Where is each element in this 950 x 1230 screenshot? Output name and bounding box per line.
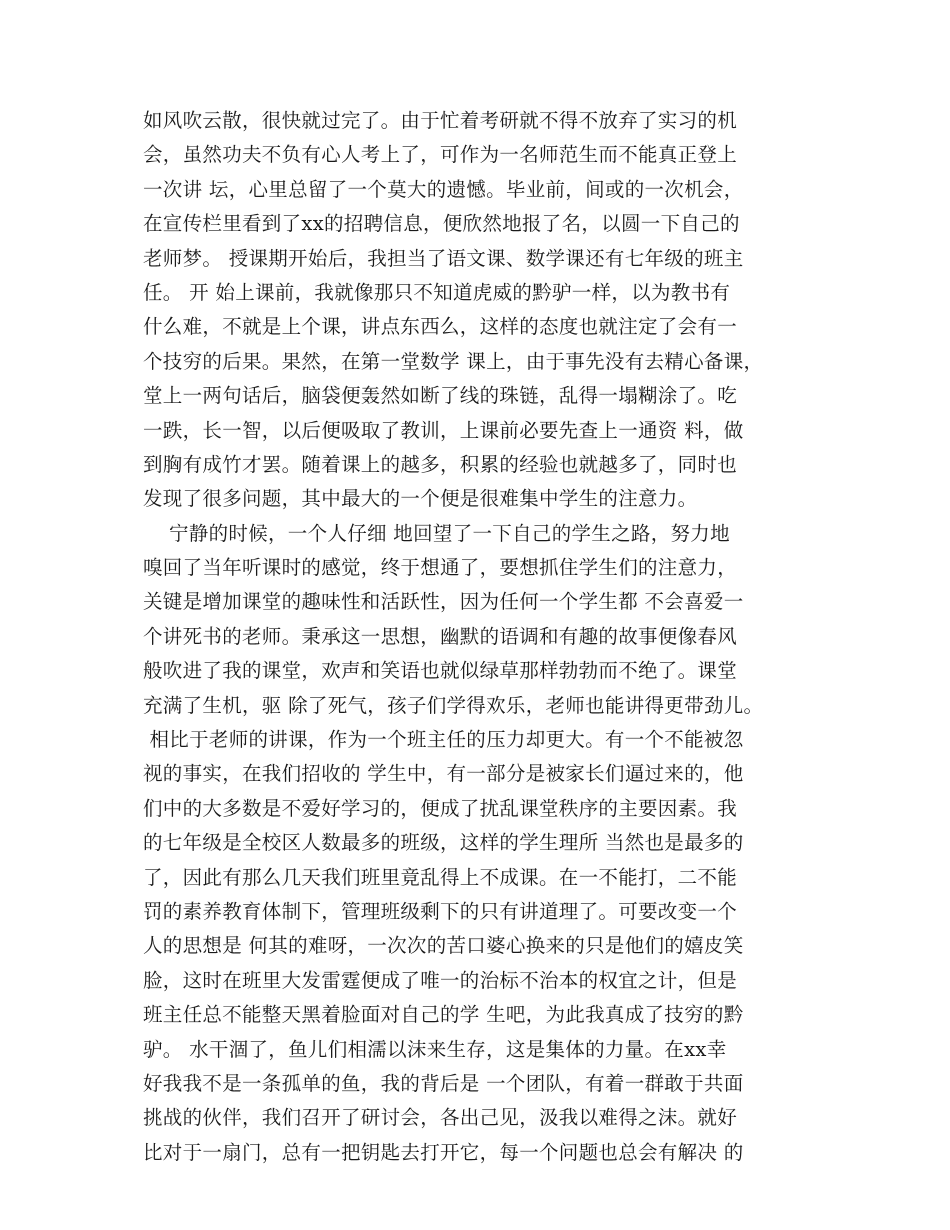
text-line: 嗅回了当年听课时的感觉，终于想通了，要想抓住学生们的注意力， <box>143 556 738 580</box>
text-line: 一次讲 坛，心里总留了一个莫大的遗憾。毕业前，间或的一次机会， <box>143 177 744 201</box>
text-line: 堂上一两句话后，脑袋便轰然如断了线的珠链，乱得一塌糊涂了。吃 <box>143 384 738 408</box>
text-line: 一跌，长一智，以后便吸取了教训，上课前必要先查上一通资 料，做 <box>143 418 744 442</box>
text-line: 般吹进了我的课堂，欢声和笑语也就似绿草那样勃勃而不绝了。课堂 <box>143 659 738 683</box>
text-line: 什么难，不就是上个课，讲点东西么，这样的态度也就注定了会有一 <box>143 315 738 339</box>
text-line: 宁静的时候，一个人仔细 地回望了一下自己的学生之路，努力地 <box>143 521 730 545</box>
text-line: 到胸有成竹才罢。随着课上的越多，积累的经验也就越多了，同时也 <box>143 452 738 476</box>
text-line: 班主任总不能整天黑着脸面对自己的学 生吧，为此我真成了技穷的黔 <box>143 1003 744 1027</box>
text-line: 好我我不是一条孤单的鱼，我的背后是 一个团队，有着一群敢于共面 <box>143 1071 744 1095</box>
text-line: 个讲死书的老师。秉承这一思想，幽默的语调和有趣的故事便像春风 <box>143 624 738 648</box>
text-line: 了，因此有那么几天我们班里竟乱得上不成课。在一不能打，二不能 <box>143 865 738 889</box>
text-line: 相比于老师的讲课，作为一个班主任的压力却更大。有一个不能被忽 <box>143 728 744 752</box>
text-line: 老师梦。 授课期开始后，我担当了语文课、数学课还有七年级的班主 <box>143 246 744 270</box>
text-line: 的七年级是全校区人数最多的班级，这样的学生理所 当然也是最多的 <box>143 831 744 855</box>
text-line: 会，虽然功夫不负有心人考上了，可作为一名师范生而不能真正登上 <box>143 143 738 167</box>
text-line: 关键是增加课堂的趣味性和活跃性，因为任何一个学生都 不会喜爱一 <box>143 590 744 614</box>
text-line: 人的思想是 何其的难呀，一次次的苦口婆心换来的只是他们的嬉皮笑 <box>143 934 744 958</box>
body-text <box>143 104 843 1170</box>
text-line: 们中的大多数是不爱好学习的，便成了扰乱课堂秩序的主要因素。我 <box>143 796 738 820</box>
text-line: 比对于一扇门，总有一把钥匙去打开它，每一个问题也总会有解决 的 <box>143 1140 744 1164</box>
text-line: 脸，这时在班里大发雷霆便成了唯一的治标不治本的权宜之计，但是 <box>143 968 738 992</box>
text-line: 挑战的伙伴，我们召开了研讨会，各出己见，汲我以难得之沫。就好 <box>143 1106 738 1130</box>
text-line: 驴。 水干涸了，鱼儿们相濡以沫来生存，这是集体的力量。在xx幸 <box>143 1037 727 1061</box>
text-line: 视的事实，在我们招收的 学生中，有一部分是被家长们逼过来的，他 <box>143 762 744 786</box>
text-line: 在宣传栏里看到了xx的招聘信息，便欣然地报了名，以圆一下自己的 <box>143 212 740 236</box>
text-line: 任。 开 始上课前，我就像那只不知道虎威的黔驴一样，以为教书有 <box>143 280 731 304</box>
text-line: 个技穷的后果。果然，在第一堂数学 课上，由于事先没有去精心备课， <box>143 349 764 373</box>
text-line: 发现了很多问题，其中最大的一个便是很难集中学生的注意力。 <box>143 487 698 511</box>
text-line: 如风吹云散，很快就过完了。由于忙着考研就不得不放弃了实习的机 <box>143 109 738 132</box>
text-line: 充满了生机，驱 除了死气，孩子们学得欢乐，老师也能讲得更带劲儿。 <box>143 693 764 717</box>
text-line: 罚的素养教育体制下，管理班级剩下的只有讲道理了。可要改变一个 <box>143 899 738 923</box>
